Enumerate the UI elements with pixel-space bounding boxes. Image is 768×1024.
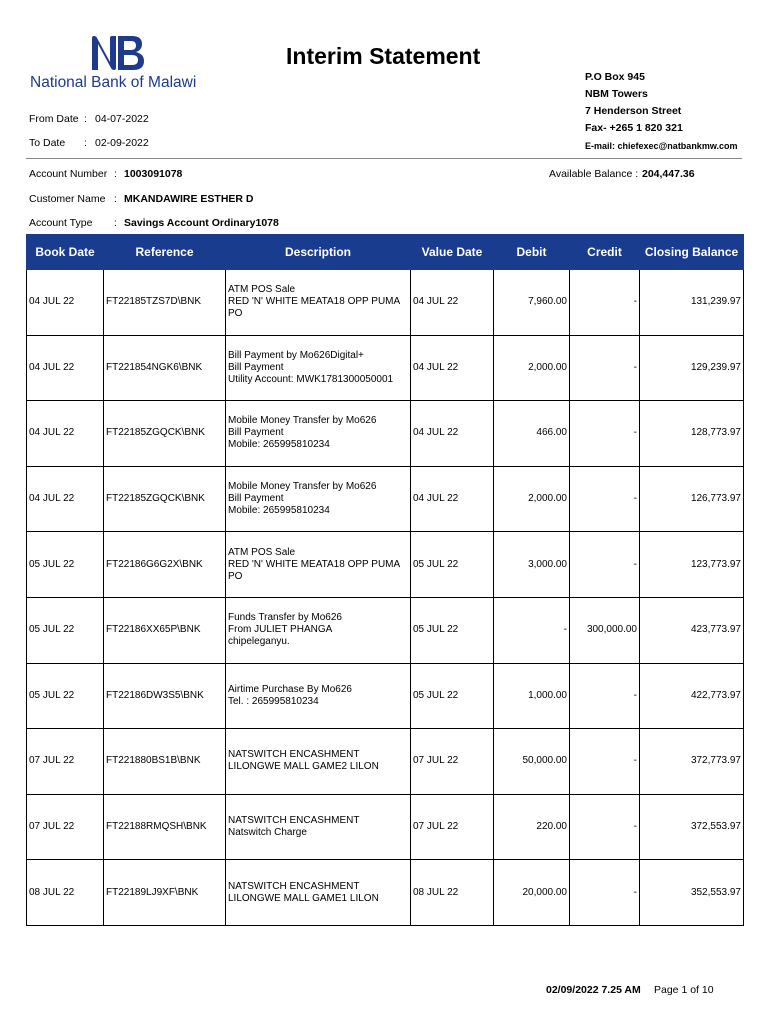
description-line: Mobile Money Transfer by Mo626 <box>228 481 377 493</box>
closing-balance-cell: 372,553.97 <box>640 794 744 860</box>
col-header-closing-balance: Closing Balance <box>640 235 744 270</box>
bank-logo <box>30 36 210 96</box>
table-row <box>27 270 744 336</box>
description-line: RED 'N' WHITE MEATA18 OPP PUMA <box>228 296 401 308</box>
description-line: Bill Payment <box>228 493 284 505</box>
description-cell <box>226 729 411 795</box>
description-cell <box>226 860 411 926</box>
print-timestamp: 02/09/2022 7.25 AM <box>546 984 641 996</box>
customer-name-value: MKANDAWIRE ESTHER D <box>124 193 254 205</box>
closing-balance-cell: 422,773.97 <box>640 663 744 729</box>
debit-cell: 1,000.00 <box>494 663 570 729</box>
description-cell <box>226 466 411 532</box>
debit-cell: 220.00 <box>494 794 570 860</box>
table-row <box>27 663 744 729</box>
divider <box>26 158 742 159</box>
description-line: Bill Payment by Mo626Digital+ <box>228 349 364 361</box>
table-row <box>27 466 744 532</box>
description-cell <box>226 663 411 729</box>
book-date-cell: 04 JUL 22 <box>27 401 104 467</box>
page-title: Interim Statement <box>286 43 481 69</box>
from-date-label: From Date <box>29 113 79 125</box>
book-date-cell: 07 JUL 22 <box>27 794 104 860</box>
credit-cell: - <box>570 335 640 401</box>
description-cell <box>226 597 411 663</box>
description-line: Airtime Purchase By Mo626 <box>228 683 352 695</box>
table-row <box>27 532 744 598</box>
value-date-cell: 04 JUL 22 <box>411 401 494 467</box>
description-line: NATSWITCH ENCASHMENT <box>228 749 360 761</box>
account-type-value: Savings Account Ordinary1078 <box>124 217 279 229</box>
credit-cell: 300,000.00 <box>570 597 640 663</box>
credit-cell: - <box>570 794 640 860</box>
address-line: P.O Box 945 <box>585 71 645 83</box>
debit-cell: 2,000.00 <box>494 466 570 532</box>
colon: : <box>114 193 117 205</box>
account-number-label: Account Number <box>29 168 108 180</box>
debit-cell: - <box>494 597 570 663</box>
colon: : <box>84 113 87 125</box>
table-row <box>27 335 744 401</box>
description-line: chipeleganyu. <box>228 636 290 648</box>
credit-cell: - <box>570 401 640 467</box>
description-line: PO <box>228 308 243 320</box>
to-date-value: 02-09-2022 <box>95 137 149 149</box>
reference-cell: FT22185TZS7D\BNK <box>104 270 226 336</box>
col-header-book-date: Book Date <box>27 235 104 270</box>
reference-cell: FT22186XX65P\BNK <box>104 597 226 663</box>
debit-cell: 20,000.00 <box>494 860 570 926</box>
fax-number: Fax- +265 1 820 321 <box>585 122 683 134</box>
description-line: Mobile: 265995810234 <box>228 439 330 451</box>
book-date-cell: 05 JUL 22 <box>27 663 104 729</box>
description-line: PO <box>228 570 243 582</box>
closing-balance-cell: 423,773.97 <box>640 597 744 663</box>
closing-balance-cell: 372,773.97 <box>640 729 744 795</box>
debit-cell: 7,960.00 <box>494 270 570 336</box>
credit-cell: - <box>570 860 640 926</box>
email-address: E-mail: chiefexec@natbankmw.com <box>585 141 738 151</box>
debit-cell: 466.00 <box>494 401 570 467</box>
reference-cell: FT22186DW3S5\BNK <box>104 663 226 729</box>
credit-cell: - <box>570 663 640 729</box>
table-row <box>27 860 744 926</box>
book-date-cell: 08 JUL 22 <box>27 860 104 926</box>
description-line: LILONGWE MALL GAME1 LILON <box>228 892 379 904</box>
available-balance-label: Available Balance : <box>549 168 639 180</box>
book-date-cell: 05 JUL 22 <box>27 597 104 663</box>
description-line: Mobile Money Transfer by Mo626 <box>228 415 377 427</box>
available-balance-value: 204,447.36 <box>642 168 695 180</box>
reference-cell: FT22186G6G2X\BNK <box>104 532 226 598</box>
bank-address <box>585 69 738 155</box>
book-date-cell: 04 JUL 22 <box>27 466 104 532</box>
account-number-value: 1003091078 <box>124 168 183 180</box>
debit-cell: 50,000.00 <box>494 729 570 795</box>
table-row <box>27 401 744 467</box>
table-header-row <box>27 235 744 270</box>
value-date-cell: 04 JUL 22 <box>411 466 494 532</box>
credit-cell: - <box>570 270 640 336</box>
description-line: ATM POS Sale <box>228 546 296 558</box>
description-cell <box>226 270 411 336</box>
transactions-table <box>26 234 744 926</box>
address-line: NBM Towers <box>585 88 648 100</box>
description-cell <box>226 794 411 860</box>
value-date-cell: 07 JUL 22 <box>411 729 494 795</box>
col-header-value-date: Value Date <box>411 235 494 270</box>
book-date-cell: 05 JUL 22 <box>27 532 104 598</box>
address-line: 7 Henderson Street <box>585 105 682 117</box>
reference-cell: FT221854NGK6\BNK <box>104 335 226 401</box>
nb-logo-icon <box>90 36 146 70</box>
closing-balance-cell: 352,553.97 <box>640 860 744 926</box>
col-header-credit: Credit <box>570 235 640 270</box>
description-line: Bill Payment <box>228 427 284 439</box>
description-line: RED 'N' WHITE MEATA18 OPP PUMA <box>228 558 401 570</box>
description-line: Bill Payment <box>228 361 284 373</box>
value-date-cell: 07 JUL 22 <box>411 794 494 860</box>
value-date-cell: 04 JUL 22 <box>411 270 494 336</box>
credit-cell: - <box>570 466 640 532</box>
value-date-cell: 05 JUL 22 <box>411 663 494 729</box>
closing-balance-cell: 126,773.97 <box>640 466 744 532</box>
value-date-cell: 05 JUL 22 <box>411 532 494 598</box>
customer-name-label: Customer Name <box>29 193 106 205</box>
closing-balance-cell: 123,773.97 <box>640 532 744 598</box>
reference-cell: FT221880BS1B\BNK <box>104 729 226 795</box>
col-header-reference: Reference <box>104 235 226 270</box>
credit-cell: - <box>570 729 640 795</box>
reference-cell: FT22185ZGQCK\BNK <box>104 466 226 532</box>
value-date-cell: 08 JUL 22 <box>411 860 494 926</box>
col-header-description: Description <box>226 235 411 270</box>
closing-balance-cell: 131,239.97 <box>640 270 744 336</box>
closing-balance-cell: 128,773.97 <box>640 401 744 467</box>
colon: : <box>114 168 117 180</box>
book-date-cell: 04 JUL 22 <box>27 335 104 401</box>
bank-name: National Bank of Malawi <box>30 74 197 91</box>
value-date-cell: 05 JUL 22 <box>411 597 494 663</box>
credit-cell: - <box>570 532 640 598</box>
colon: : <box>84 137 87 149</box>
book-date-cell: 04 JUL 22 <box>27 270 104 336</box>
value-date-cell: 04 JUL 22 <box>411 335 494 401</box>
description-line: NATSWITCH ENCASHMENT <box>228 815 360 827</box>
colon: : <box>114 217 117 229</box>
reference-cell: FT22189LJ9XF\BNK <box>104 860 226 926</box>
table-row <box>27 729 744 795</box>
description-line: Utility Account: MWK1781300050001 <box>228 373 394 385</box>
table-row <box>27 597 744 663</box>
account-type-label: Account Type <box>29 217 93 229</box>
description-cell <box>226 532 411 598</box>
description-line: NATSWITCH ENCASHMENT <box>228 880 360 892</box>
closing-balance-cell: 129,239.97 <box>640 335 744 401</box>
description-line: From JULIET PHANGA <box>228 624 333 636</box>
description-cell <box>226 335 411 401</box>
description-line: Mobile: 265995810234 <box>228 505 330 517</box>
book-date-cell: 07 JUL 22 <box>27 729 104 795</box>
col-header-debit: Debit <box>494 235 570 270</box>
reference-cell: FT22185ZGQCK\BNK <box>104 401 226 467</box>
description-line: Natswitch Charge <box>228 827 307 839</box>
description-line: Tel. : 265995810234 <box>228 695 319 707</box>
description-line: Funds Transfer by Mo626 <box>228 612 342 624</box>
description-line: ATM POS Sale <box>228 284 296 296</box>
to-date-label: To Date <box>29 137 66 149</box>
debit-cell: 2,000.00 <box>494 335 570 401</box>
reference-cell: FT22188RMQSH\BNK <box>104 794 226 860</box>
description-cell <box>226 401 411 467</box>
table-row <box>27 794 744 860</box>
from-date-value: 04-07-2022 <box>95 113 149 125</box>
description-line: LILONGWE MALL GAME2 LILON <box>228 761 379 773</box>
page-number: Page 1 of 10 <box>654 984 714 996</box>
debit-cell: 3,000.00 <box>494 532 570 598</box>
